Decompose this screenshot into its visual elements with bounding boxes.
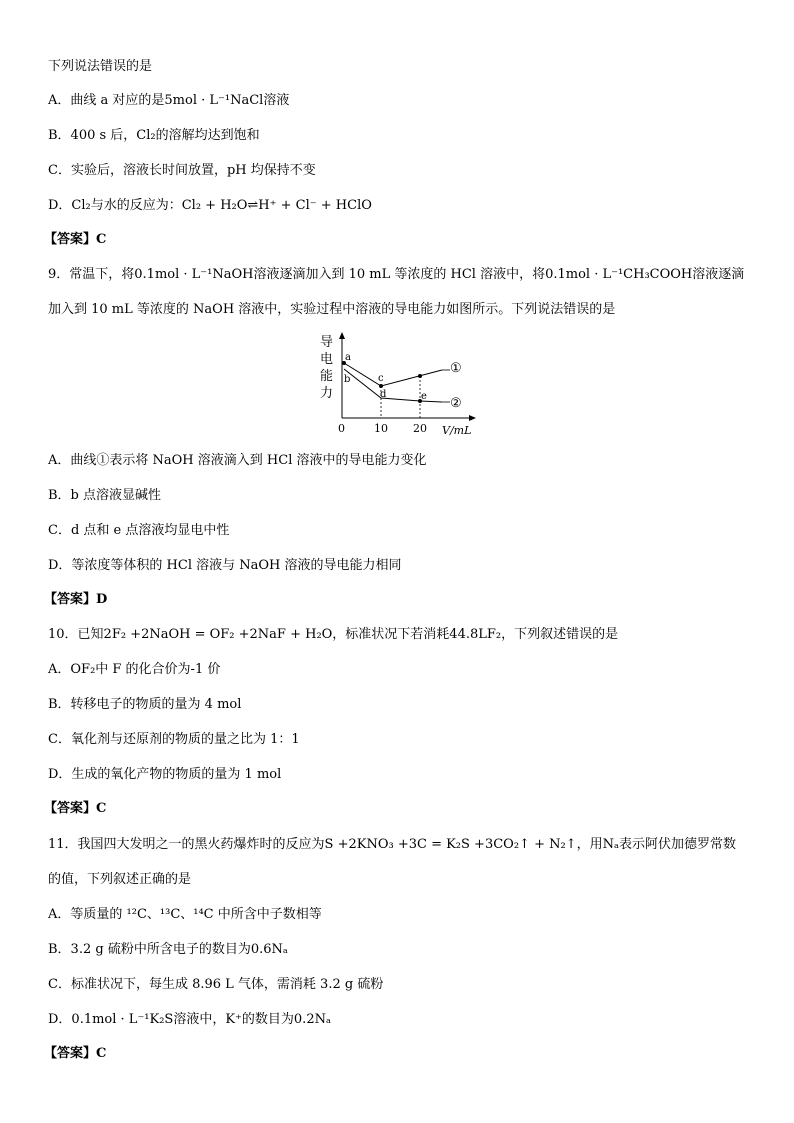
y-axis-label-char-2: 电: [320, 352, 334, 367]
q9-stem-line2: 加入到 10 mL 等浓度的 NaOH 溶液中，实验过程中溶液的导电能力如图所示。下列说法错误的是: [48, 302, 616, 317]
q8-answer: 【答案】C: [44, 232, 107, 247]
q10-option-a: A．OF₂中 F 的化合价为-1 价: [48, 662, 221, 677]
q9-option-a: A．曲线①表示将 NaOH 溶液滴入到 HCl 溶液中的导电能力变化: [48, 453, 427, 468]
point-label-c: c: [378, 373, 384, 384]
q9-answer: 【答案】D: [44, 592, 108, 607]
point-label-b: b: [344, 374, 351, 385]
point-label-a: a: [345, 352, 351, 363]
point-label-d: d: [380, 389, 387, 400]
q11-stem-line1: 11．我国四大发明之一的黑火药爆炸时的反应为S +2KNO₃ +3C = K₂S +3CO₂↑ + N₂↑，用Nₐ表示阿伏加德罗常数: [48, 837, 736, 852]
q11-option-c: C．标准状况下，每生成 8.96 L 气体，需消耗 3.2 g 硫粉: [48, 977, 384, 992]
x-tick-0: 0: [338, 422, 345, 435]
curve-1: [344, 363, 442, 386]
conductivity-figure: [300, 330, 490, 438]
x-axis-arrow: [469, 415, 476, 421]
q10-option-c: C．氧化剂与还原剂的物质的量之比为 1：1: [48, 732, 300, 747]
x-tick-20: 20: [413, 422, 427, 435]
q11-answer: 【答案】C: [44, 1046, 107, 1061]
x-tick-10: 10: [374, 422, 388, 435]
q11-option-a: A．等质量的 ¹²C、¹³C、¹⁴C 中所含中子数相等: [48, 907, 322, 922]
q8-option-a: A．曲线 a 对应的是5mol · L⁻¹NaCl溶液: [48, 93, 290, 108]
q9-option-d: D．等浓度等体积的 HCl 溶液与 NaOH 溶液的导电能力相同: [48, 558, 402, 573]
q11-option-b: B．3.2 g 硫粉中所含电子的数目为0.6Nₐ: [48, 942, 288, 957]
y-axis-label-char-3: 能: [320, 369, 334, 384]
q9-option-c: C．d 点和 e 点溶液均显电中性: [48, 523, 230, 538]
q10-answer: 【答案】C: [44, 801, 107, 816]
q10-option-d: D．生成的氧化产物的物质的量为 1 mol: [48, 767, 282, 782]
point-curve1-20: [418, 374, 422, 378]
q8-option-b: B．400 s 后，Cl₂的溶解均达到饱和: [48, 128, 260, 143]
q9-option-b: B．b 点溶液显碱性: [48, 488, 162, 503]
q8-option-d: D．Cl₂与水的反应为：Cl₂ + H₂O⇌H⁺ + Cl⁻ + HClO: [48, 198, 372, 213]
q11-stem-line2: 的值，下列叙述正确的是: [48, 872, 192, 887]
q10-option-b: B．转移电子的物质的量为 4 mol: [48, 697, 242, 712]
q11-option-d: D．0.1mol · L⁻¹K₂S溶液中，K⁺的数目为0.2Nₐ: [48, 1012, 331, 1027]
point-label-e: e: [421, 391, 427, 402]
x-axis-label: V/mL: [442, 424, 472, 437]
curve-label-2: ②: [450, 396, 462, 411]
q8-stem: 下列说法错误的是: [48, 59, 153, 74]
q10-stem: 10．已知2F₂ +2NaOH = OF₂ +2NaF + H₂O，标准状况下若消耗44.8LF₂，下列叙述错误的是: [48, 627, 619, 642]
y-axis-arrow: [339, 332, 345, 339]
q9-stem-line1: 9．常温下，将0.1mol · L⁻¹NaOH溶液逐滴加入到 10 mL 等浓度的 HCl 溶液中，将0.1mol · L⁻¹CH₃COOH溶液逐滴: [48, 267, 745, 282]
y-axis-label-char-1: 导: [320, 335, 334, 350]
curve-label-1: ①: [450, 361, 462, 376]
y-axis-label-char-4: 力: [320, 386, 334, 401]
point-c: [379, 384, 383, 388]
q8-option-c: C．实验后，溶液长时间放置，pH 均保持不变: [48, 163, 316, 178]
